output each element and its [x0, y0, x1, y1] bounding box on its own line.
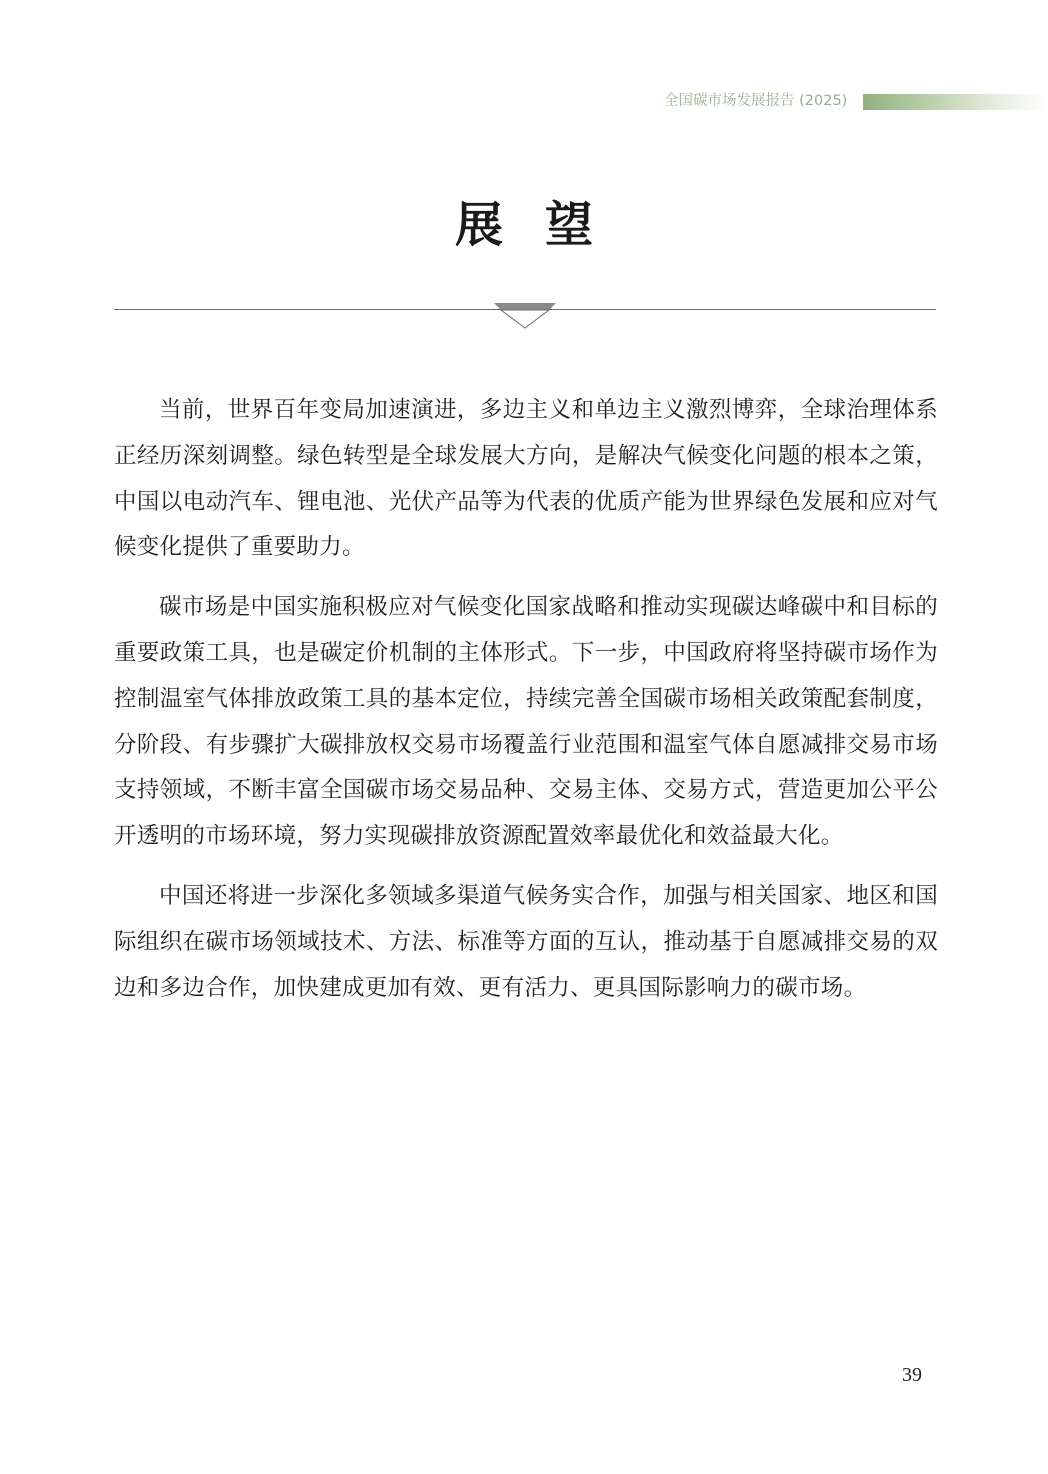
paragraph: 碳市场是中国实施积极应对气候变化国家战略和推动实现碳达峰碳中和目标的重要政策工具，也是碳定价机制的主体形式。下一步，中国政府将坚持碳市场作为控制温室气体排放政策工具的基本定位，持续完善全国碳市场相关政策配套制度，分阶段、有步骤扩大碳排放权交易市场覆盖行业范围和温室气体自愿减排交易市场支持领域，不断丰富全国碳市场交易品种、交易主体、交易方式，营造更加公平公开透明的市场环境，努力实现碳排放资源配置效率最优化和效益最大化。 — [114, 594, 938, 850]
body-text — [114, 388, 938, 1025]
page-number: 39 — [902, 1364, 922, 1386]
triangle-marker-icon — [494, 303, 556, 329]
paragraph: 中国还将进一步深化多领域多渠道气候务实合作，加强与相关国家、地区和国际组织在碳市场领域技术、方法、标准等方面的互认，推动基于自愿减排交易的双边和多边合作，加快建成更加有效、更有活力、更具国际影响力的碳市场。 — [114, 882, 938, 1001]
header-accent-bar — [863, 94, 1048, 110]
page-title: 展望 — [454, 197, 635, 253]
marker-band — [494, 303, 556, 310]
marker-triangle — [501, 310, 549, 328]
running-header-title: 全国碳市场发展报告 (2025) — [664, 93, 848, 109]
paragraph: 当前，世界百年变局加速演进，多边主义和单边主义激烈博弈，全球治理体系正经历深刻调整。绿色转型是全球发展大方向，是解决气候变化问题的根本之策，中国以电动汽车、锂电池、光伏产品等为代表的优质产能为世界绿色发展和应对气候变化提供了重要助力。 — [114, 397, 938, 561]
